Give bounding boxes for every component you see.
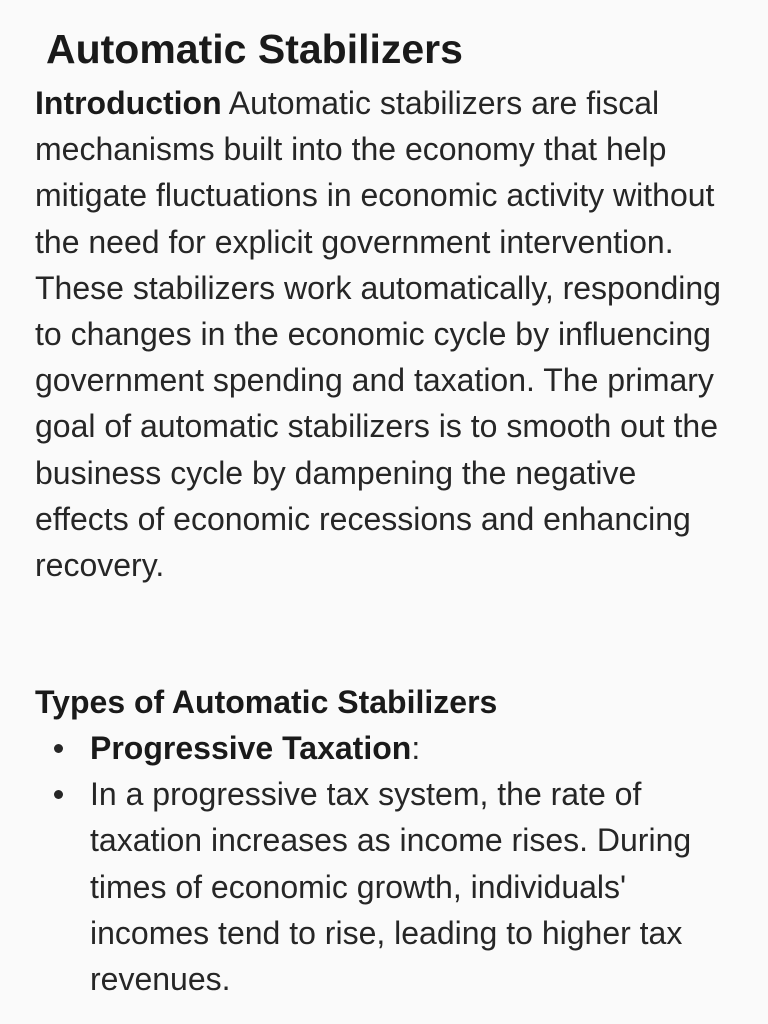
bullet-text: : [411,730,421,766]
page-title: Automatic Stabilizers [46,26,463,72]
intro-paragraph [35,80,735,588]
bullet-marker [54,744,63,753]
bullet-strong-text: Progressive Taxation [90,730,412,766]
list-item [35,725,735,771]
bullet-text: In a progressive tax system, the rate of taxation increases as income rises. During times of economic growth, individuals' incomes tend to rise, leading to higher tax revenues. [90,776,692,998]
intro-text: Automatic stabilizers are fiscal mechanisms built into the economy that help mitigate fluctuations in economic activity without the need for explicit government intervention. These stabilizers work automatically, responding to changes in the economic cycle by influencing government spending and taxation. The primary goal of automatic stabilizers is to smooth out the business cycle by dampening the negative effects of economic recessions and enhancing recovery. [35,85,721,584]
list-item [35,771,735,1002]
bullet-marker [54,790,63,799]
section-heading: Types of Automatic Stabilizers [35,684,498,720]
intro-lead: Introduction [35,85,222,121]
bullet-list [35,725,735,1002]
